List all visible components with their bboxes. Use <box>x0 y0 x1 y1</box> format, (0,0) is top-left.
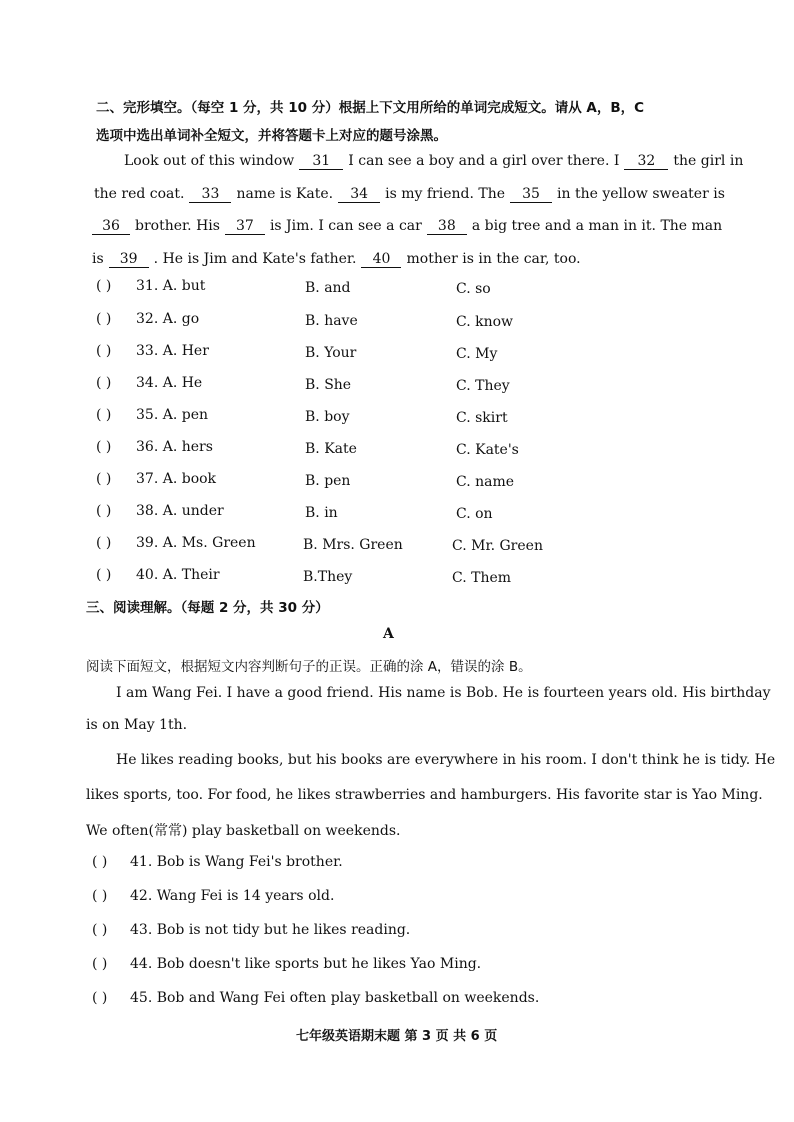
answer-paren-33[interactable]: ( ) <box>96 343 112 359</box>
option-a-37: 37. A. book <box>136 471 217 487</box>
passage-text: the girl in <box>673 153 744 169</box>
passage-text: the red coat. <box>94 186 185 202</box>
answer-paren-39[interactable]: ( ) <box>96 535 112 551</box>
option-a-40: 40. A. Their <box>136 567 220 583</box>
blank-31: 31 <box>299 154 343 170</box>
reading-instruction: 阅读下面短文，根据短文内容判断句子的正误。正确的涂 A，错误的涂 B。 <box>86 659 532 675</box>
blank-38: 38 <box>427 219 467 235</box>
reading-para1-line2: is on May 1th. <box>86 717 188 733</box>
option-b-38: B. in <box>305 505 338 521</box>
option-b-34: B. She <box>305 377 352 393</box>
reading-para2-line3: We often(常常) play basketball on weekends. <box>86 823 401 839</box>
section2-heading-line1: 二、完形填空。（每空 1 分，共 10 分）根据上下文用所给的单词完成短文。请从 A，B，C <box>96 100 645 116</box>
option-c-38: C. on <box>456 506 493 522</box>
passage-text: is Jim. I can see a car <box>269 218 422 234</box>
option-b-33: B. Your <box>305 345 357 361</box>
option-a-32: 32. A. go <box>136 311 200 327</box>
option-c-37: C. name <box>456 474 515 490</box>
option-b-36: B. Kate <box>305 441 357 457</box>
passage-text: is my friend. The <box>385 186 506 202</box>
statement-42: 42. Wang Fei is 14 years old. <box>130 888 335 904</box>
option-c-36: C. Kate's <box>456 442 519 458</box>
passage-line3 <box>92 218 722 235</box>
option-a-31: 31. A. but <box>136 278 206 294</box>
answer-paren-40[interactable]: ( ) <box>96 567 112 583</box>
blank-37: 37 <box>225 219 265 235</box>
passage-text: . He is Jim and Kate's father. <box>153 251 357 267</box>
passage-text: a big tree and a man in it. The man <box>471 218 723 234</box>
option-a-34: 34. A. He <box>136 375 203 391</box>
blank-39: 39 <box>109 252 149 268</box>
passage-text: Look out of this window <box>124 153 295 169</box>
passage-text: I can see a boy and a girl over there. I <box>348 153 620 169</box>
answer-paren-45[interactable]: ( ) <box>92 990 108 1006</box>
blank-40: 40 <box>361 252 401 268</box>
option-c-34: C. They <box>456 378 510 394</box>
passage-line2 <box>94 186 725 203</box>
option-a-36: 36. A. hers <box>136 439 213 455</box>
part-label: A <box>383 626 394 642</box>
passage-text: is <box>92 251 104 267</box>
statement-44: 44. Bob doesn't like sports but he likes Yao Ming. <box>130 956 482 972</box>
answer-paren-31[interactable]: ( ) <box>96 278 112 294</box>
passage-line1 <box>124 153 743 170</box>
passage-line4 <box>92 251 581 268</box>
option-a-35: 35. A. pen <box>136 407 208 423</box>
option-b-32: B. have <box>305 313 358 329</box>
reading-para2-line1: He likes reading books, but his books are everywhere in his room. I don't think he is tidy. He <box>116 752 776 768</box>
statement-43: 43. Bob is not tidy but he likes reading. <box>130 922 411 938</box>
option-a-39: 39. A. Ms. Green <box>136 535 256 551</box>
answer-paren-43[interactable]: ( ) <box>92 922 108 938</box>
option-c-33: C. My <box>456 346 498 362</box>
statement-41: 41. Bob is Wang Fei's brother. <box>130 854 343 870</box>
option-c-32: C. know <box>456 314 514 330</box>
option-a-33: 33. A. Her <box>136 343 209 359</box>
option-c-40: C. Them <box>452 570 512 586</box>
answer-paren-36[interactable]: ( ) <box>96 439 112 455</box>
answer-paren-38[interactable]: ( ) <box>96 503 112 519</box>
passage-text: name is Kate. <box>236 186 334 202</box>
passage-text: mother is in the car, too. <box>406 251 581 267</box>
section3-heading: 三、阅读理解。（每题 2 分，共 30 分） <box>86 600 329 616</box>
section2-heading-line2: 选项中选出单词补全短文，并将答题卡上对应的题号涂黑。 <box>96 128 447 144</box>
answer-paren-44[interactable]: ( ) <box>92 956 108 972</box>
option-a-38: 38. A. under <box>136 503 224 519</box>
page-footer: 七年级英语期末题 第 3 页 共 6 页 <box>296 1029 498 1044</box>
blank-36: 36 <box>92 219 130 235</box>
reading-para1-line1: I am Wang Fei. I have a good friend. His name is Bob. He is fourteen years old. His birthday <box>116 685 771 701</box>
answer-paren-32[interactable]: ( ) <box>96 311 112 327</box>
answer-paren-35[interactable]: ( ) <box>96 407 112 423</box>
option-b-37: B. pen <box>305 473 351 489</box>
option-b-40: B.They <box>303 569 353 585</box>
answer-paren-42[interactable]: ( ) <box>92 888 108 904</box>
blank-34: 34 <box>338 187 380 203</box>
option-b-39: B. Mrs. Green <box>303 537 403 553</box>
option-c-35: C. skirt <box>456 410 508 426</box>
blank-32: 32 <box>624 154 668 170</box>
reading-para2-line2: likes sports, too. For food, he likes strawberries and hamburgers. His favorite star is Yao Ming. <box>86 787 763 803</box>
answer-paren-34[interactable]: ( ) <box>96 375 112 391</box>
option-b-31: B. and <box>305 280 351 296</box>
option-b-35: B. boy <box>305 409 350 425</box>
answer-paren-37[interactable]: ( ) <box>96 471 112 487</box>
blank-33: 33 <box>189 187 231 203</box>
blank-35: 35 <box>510 187 552 203</box>
answer-paren-41[interactable]: ( ) <box>92 854 108 870</box>
option-c-39: C. Mr. Green <box>452 538 543 554</box>
passage-text: in the yellow sweater is <box>557 186 725 202</box>
statement-45: 45. Bob and Wang Fei often play basketball on weekends. <box>130 990 540 1006</box>
passage-text: brother. His <box>135 218 220 234</box>
option-c-31: C. so <box>456 281 491 297</box>
